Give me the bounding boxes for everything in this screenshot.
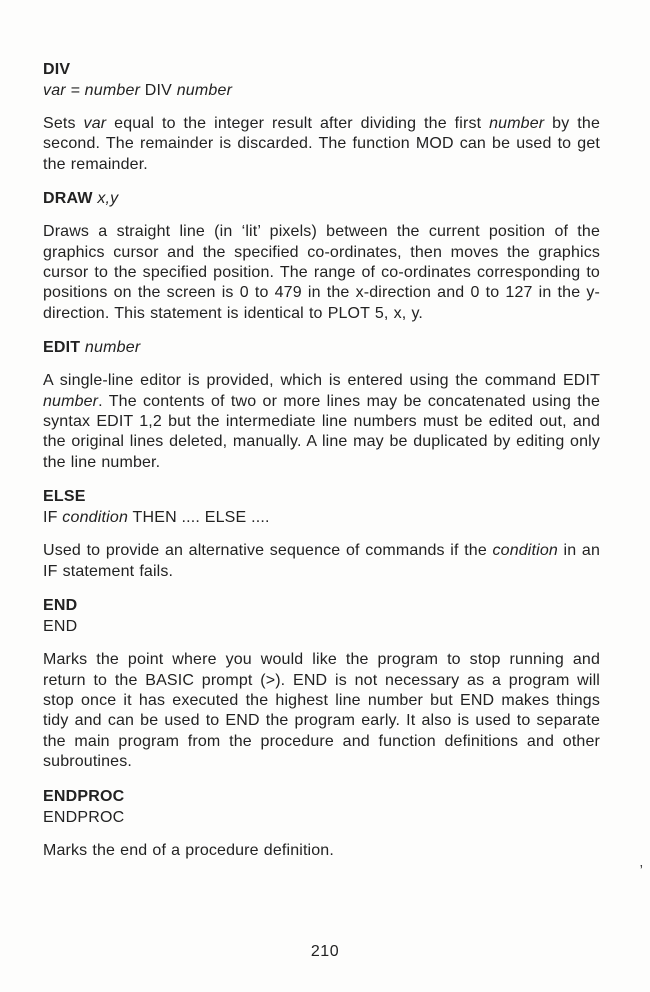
entry-paragraph: Draws a straight line (in ‘lit’ pixels) between the current position of the graphics cursor and the specified co-ordinates, then moves the graphics cursor to the specified position. The range of co-ordinates corresponding to positions on the screen is 0 to 479 in the x-direction and 0 to 127 in the y-direction. This statement is identical to PLOT 5, x, y. <box>43 223 600 322</box>
scan-artifact: ’ <box>639 862 643 879</box>
entry-heading: DRAW x,y <box>43 190 119 208</box>
entry-edit <box>43 338 600 473</box>
entry-endproc <box>43 787 600 861</box>
entry-heading: ELSE <box>43 488 86 506</box>
entry-div <box>43 60 600 175</box>
entry-paragraph: A single-line editor is provided, which is entered using the command EDIT number. The contents of two or more lines may be concatenated using the syntax EDIT 1,2 but the intermediate line numbers must be edited out, and the original lines deleted, manually. A line may be duplicated by editing only the line number. <box>43 372 600 471</box>
entry-syntax: IF condition THEN .... ELSE .... <box>43 509 270 527</box>
entry-syntax: END <box>43 618 78 636</box>
entry-paragraph: Marks the point where you would like the program to stop running and return to the BASIC prompt (>). END is not necessary as a program will stop once it has executed the highest line number but END makes things tidy and can be used to END the program early. It also is used to separate the main program from the procedure and function definitions and other subroutines. <box>43 651 600 771</box>
entry-paragraph: Used to provide an alternative sequence of commands if the condition in an IF statement fails. <box>43 542 600 580</box>
entry-draw <box>43 189 600 324</box>
entry-heading: EDIT number <box>43 339 141 357</box>
sections <box>43 60 600 861</box>
entry-heading: ENDPROC <box>43 787 125 805</box>
entry-else <box>43 487 600 582</box>
entry-heading: DIV <box>43 61 71 78</box>
entry-syntax: var = number DIV number <box>43 82 233 99</box>
entry-end <box>43 596 600 772</box>
entry-heading: END <box>43 597 78 615</box>
entry-paragraph: Sets var equal to the integer result after dividing the first number by the second. The remainder is discarded. The function MOD can be used to get the remainder. <box>43 115 600 173</box>
page-number: 210 <box>310 943 340 960</box>
entry-syntax: ENDPROC <box>43 808 125 826</box>
entry-paragraph: Marks the end of a procedure definition. <box>43 841 334 859</box>
